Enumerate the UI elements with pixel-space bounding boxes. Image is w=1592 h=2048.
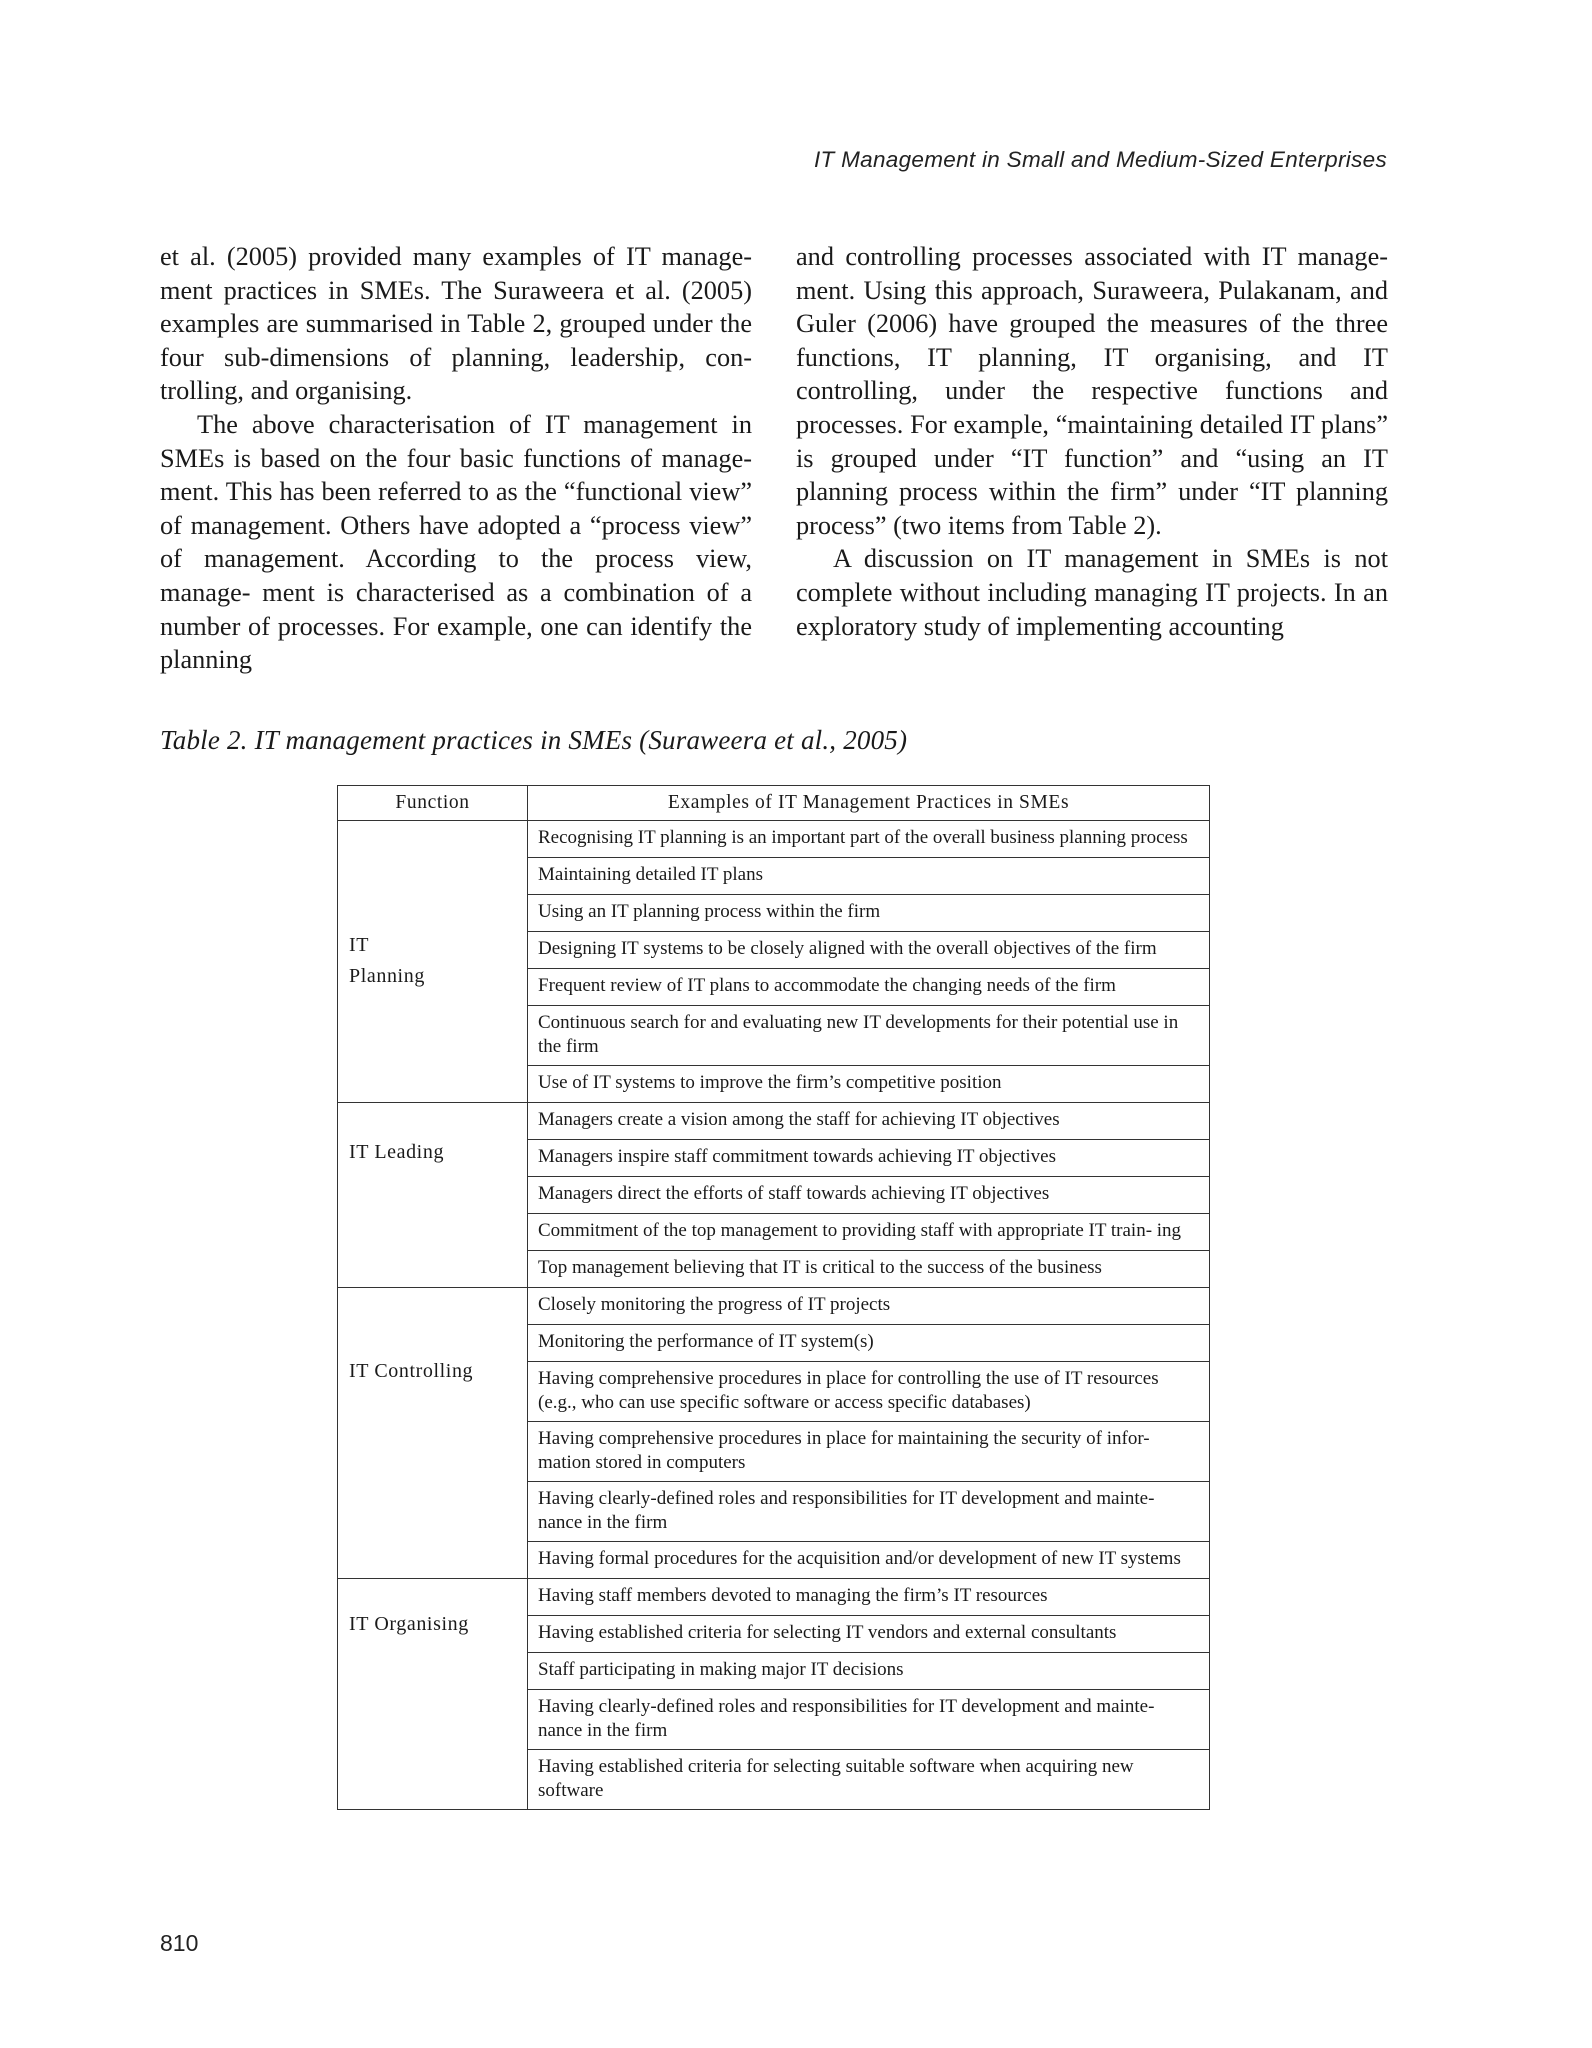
practice-cell: Using an IT planning process within the firm	[528, 894, 1210, 931]
practice-cell: Having comprehensive procedures in place for maintaining the security of infor- mation stored in computers	[528, 1421, 1210, 1481]
practice-cell: Staff participating in making major IT decisions	[528, 1652, 1210, 1689]
practice-cell: Use of IT systems to improve the firm’s competitive position	[528, 1065, 1210, 1102]
practice-cell: Top management believing that IT is critical to the success of the business	[528, 1250, 1210, 1287]
function-label-planning-line1: IT	[349, 934, 370, 956]
practice-cell: Managers direct the efforts of staff towards achieving IT objectives	[528, 1176, 1210, 1213]
function-cell-leading: IT Leading	[338, 1102, 528, 1287]
practice-cell: Continuous search for and evaluating new IT developments for their potential use in the firm	[528, 1005, 1210, 1065]
practice-cell: Managers create a vision among the staff for achieving IT objectives	[528, 1102, 1210, 1139]
function-cell-organising: IT Organising	[338, 1578, 528, 1809]
practice-cell: Monitoring the performance of IT system(s)	[528, 1324, 1210, 1361]
left-column	[160, 240, 752, 677]
table-row	[338, 1287, 1210, 1324]
practice-cell: Managers inspire staff commitment towards achieving IT objectives	[528, 1139, 1210, 1176]
right-paragraph-2: A discussion on IT management in SMEs is not complete without including managing IT projects. In an exploratory study of implementing accounting	[796, 544, 1388, 641]
table-caption: Table 2. IT management practices in SMEs (Suraweera et al., 2005)	[160, 725, 908, 755]
left-paragraph-2: The above characterisation of IT management in SMEs is based on the four basic functions of manage- ment. This has been referred to as the “functional view” of management. Others have adopted a “process view” of management. According to the process view, manage- ment is characterised as a combination of a number of processes. For example, one can identify the planning	[160, 409, 752, 675]
function-cell-controlling: IT Controlling	[338, 1287, 528, 1578]
practice-cell: Designing IT systems to be closely aligned with the overall objectives of the firm	[528, 931, 1210, 968]
table-row	[338, 1578, 1210, 1615]
practice-cell: Recognising IT planning is an important part of the overall business planning process	[528, 820, 1210, 857]
practice-cell: Having clearly-defined roles and responsibilities for IT development and mainte- nance in the firm	[528, 1689, 1210, 1749]
table-row	[338, 820, 1210, 857]
practice-cell: Closely monitoring the progress of IT projects	[528, 1287, 1210, 1324]
right-column	[796, 240, 1388, 643]
table-row	[338, 1102, 1210, 1139]
right-paragraph-1: and controlling processes associated with IT manage- ment. Using this approach, Suraweera, Pulakanam, and Guler (2006) have grouped the measures of the three functions, IT planning, IT organising, and IT controlling, under the respective functions and processes. For example, “maintaining detailed IT plans” is grouped under “IT function” and “using an IT planning process within the firm” under “IT planning process” (two items from Table 2).	[796, 242, 1388, 540]
practice-cell: Frequent review of IT plans to accommodate the changing needs of the firm	[528, 968, 1210, 1005]
running-head: IT Management in Small and Medium-Sized Enterprises	[813, 147, 1387, 172]
practice-cell: Having staff members devoted to managing the firm’s IT resources	[528, 1578, 1210, 1615]
function-label-planning-line2: Planning	[349, 965, 425, 987]
header-function: Function	[338, 786, 528, 821]
practice-cell: Having comprehensive procedures in place for controlling the use of IT resources (e.g., who can use specific software or access specific databases)	[528, 1361, 1210, 1421]
practice-cell: Having established criteria for selecting IT vendors and external consultants	[528, 1615, 1210, 1652]
practice-cell: Having clearly-defined roles and responsibilities for IT development and mainte- nance in the firm	[528, 1481, 1210, 1541]
practices-table	[337, 785, 1210, 1810]
page-number: 810	[160, 1930, 199, 1956]
practice-cell: Commitment of the top management to providing staff with appropriate IT train- ing	[528, 1213, 1210, 1250]
function-cell-planning	[338, 820, 528, 1102]
header-examples: Examples of IT Management Practices in SMEs	[528, 786, 1210, 821]
practice-cell: Maintaining detailed IT plans	[528, 857, 1210, 894]
practice-cell: Having established criteria for selecting suitable software when acquiring new software	[528, 1749, 1210, 1809]
practice-cell: Having formal procedures for the acquisition and/or development of new IT systems	[528, 1541, 1210, 1578]
table-header-row	[338, 786, 1210, 821]
left-paragraph-1: et al. (2005) provided many examples of IT manage- ment practices in SMEs. The Suraweera et al. (2005) examples are summarised in Table 2, grouped under the four sub-dimensions of planning, leadership, con- trolling, and organising.	[160, 242, 752, 406]
